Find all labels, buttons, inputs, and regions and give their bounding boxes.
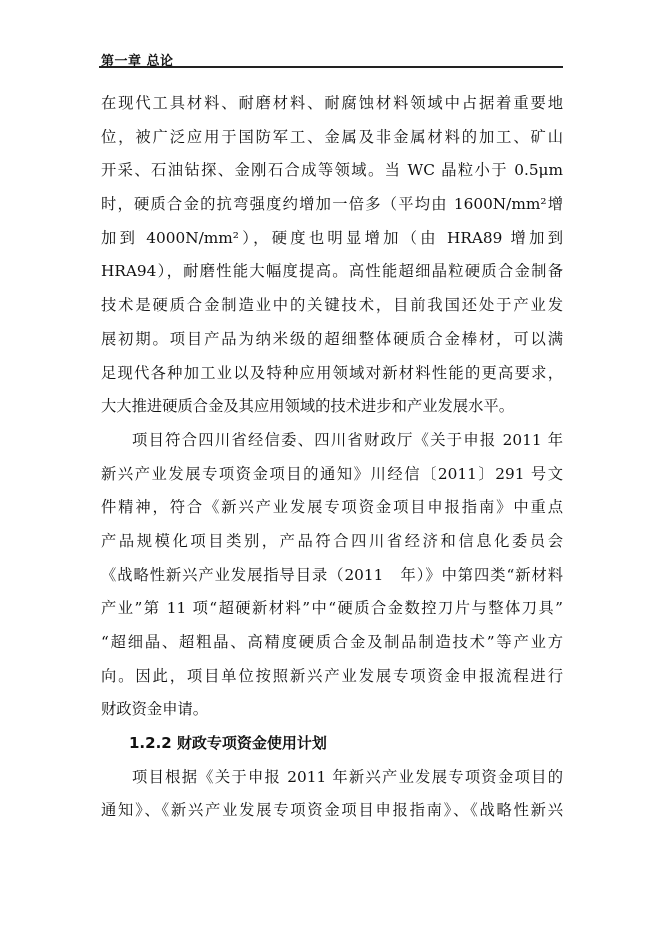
text-line: 开采、石油钻探、金刚石合成等领域。当 WC 晶粒小于 0.5μm <box>101 161 563 180</box>
text-line: 大大推进硬质合金及其应用领域的技术进步和产业发展水平。 <box>101 397 515 416</box>
text-line: HRA94），耐磨性能大幅度提高。高性能超细晶粒硬质合金制备 <box>101 262 563 281</box>
document-body <box>101 87 563 828</box>
chapter-header: 第一章 总论 <box>101 54 174 69</box>
text-line: “超细晶、超粗晶、高精度硬质合金及制品制造技术”等产业方 <box>101 633 563 651</box>
paragraph-1 <box>101 87 563 424</box>
text-line: 加到 4000N/mm²），硬度也明显增加（由 HRA89 增加到 <box>101 228 563 247</box>
text-line: 时，硬质合金的抗弯强度约增加一倍多（平均由 1600N/mm²增 <box>101 195 563 214</box>
text-line: 项目符合四川省经信委、四川省财政厅《关于申报 2011 年 <box>132 430 563 449</box>
header-divider <box>99 66 563 68</box>
text-line: 技术是硬质合金制造业中的关键技术，目前我国还处于产业发 <box>101 296 563 315</box>
paragraph-3 <box>101 761 563 828</box>
text-line: 产业”第 11 项“超硬新材料”中“硬质合金数控刀片与整体刀具” <box>101 599 563 618</box>
text-line: 足现代各种加工业以及特种应用领域对新材料性能的更高要求， <box>101 363 563 382</box>
text-line: 向。因此，项目单位按照新兴产业发展专项资金申报流程进行 <box>101 666 563 685</box>
text-line: 产品规模化项目类别，产品符合四川省经济和信息化委员会 <box>101 531 563 550</box>
section-heading: 1.2.2 财政专项资金使用计划 <box>129 734 327 753</box>
text-line: 件精神，符合《新兴产业发展专项资金项目申报指南》中重点 <box>101 498 563 517</box>
text-line: 通知》、《新兴产业发展专项资金项目申报指南》、《战略性新兴 <box>101 801 563 820</box>
text-line: 《战略性新兴产业发展指导目录（2011 年）》中第四类“新材料 <box>101 565 563 584</box>
paragraph-2 <box>101 424 563 727</box>
text-line: 财政资金申请。 <box>101 700 209 719</box>
text-line: 展初期。项目产品为纳米级的超细整体硬质合金棒材，可以满 <box>101 329 563 348</box>
text-line: 项目根据《关于申报 2011 年新兴产业发展专项资金项目的 <box>132 767 563 786</box>
text-line: 位，被广泛应用于国防军工、金属及非金属材料的加工、矿山 <box>101 127 563 146</box>
text-line: 新兴产业发展专项资金项目的通知》川经信〔2011〕291 号文 <box>101 464 563 483</box>
text-line: 在现代工具材料、耐磨材料、耐腐蚀材料领域中占据着重要地 <box>101 94 563 112</box>
